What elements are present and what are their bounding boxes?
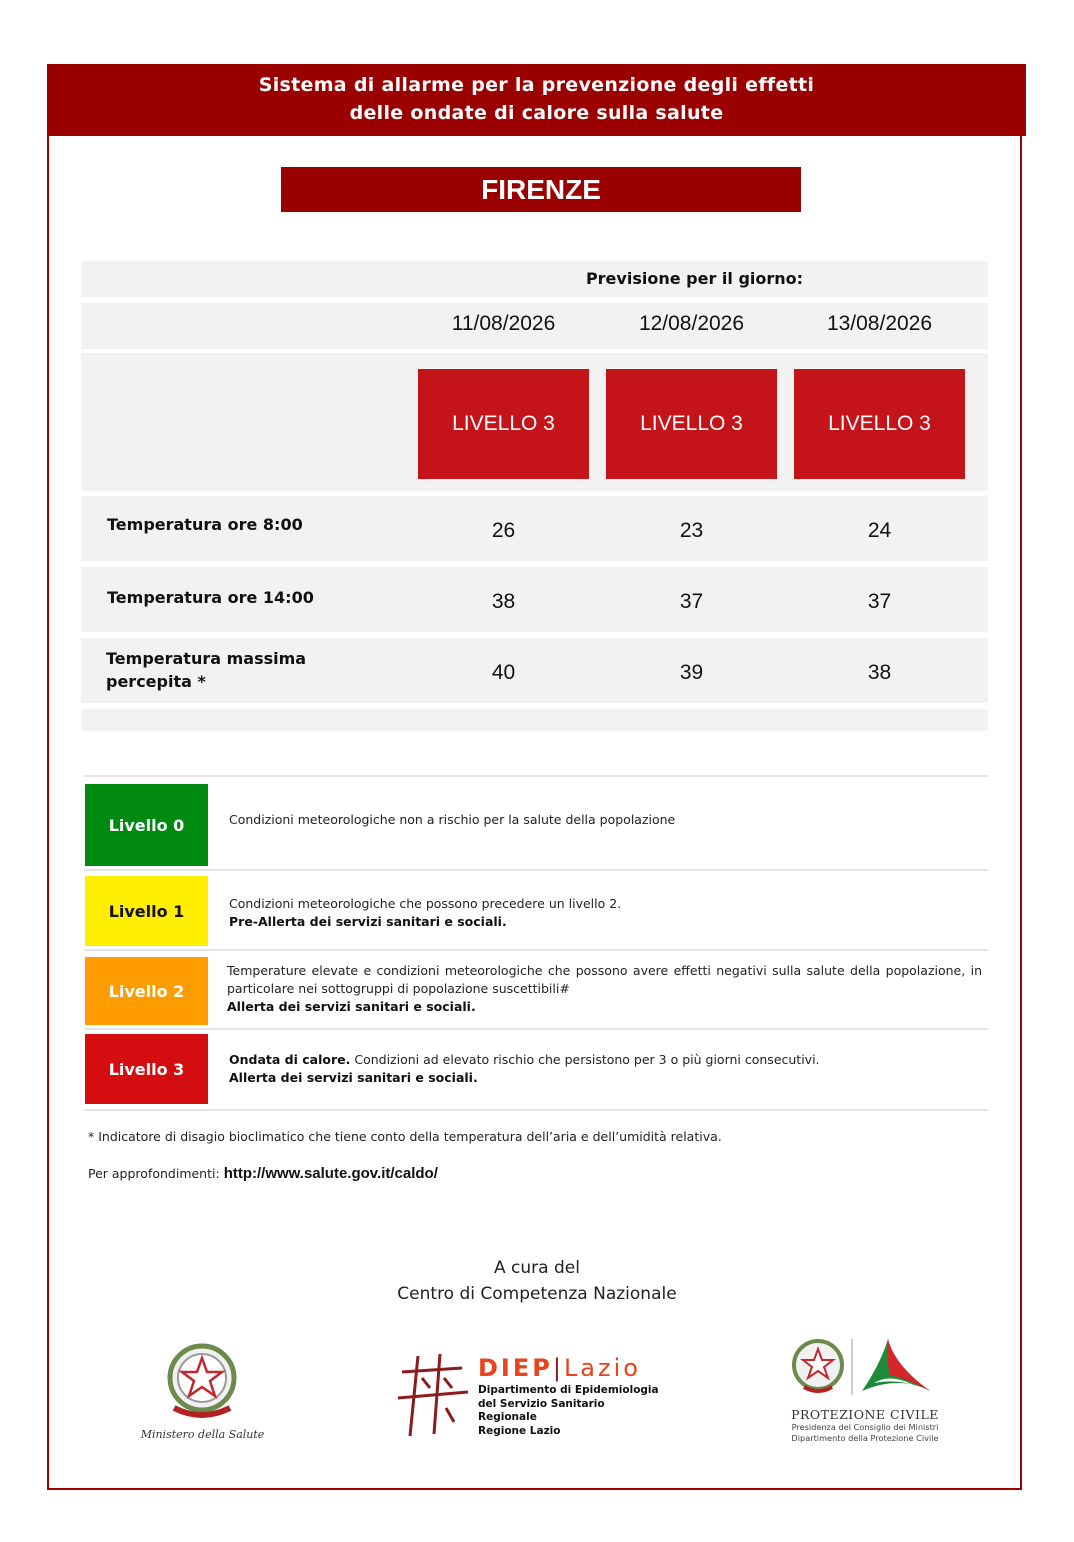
- more-info-link[interactable]: http://www.salute.gov.it/caldo/: [223, 1165, 438, 1182]
- protezione-title: PROTEZIONE CIVILE: [791, 1407, 939, 1422]
- diep-logo-icon: [392, 1352, 474, 1440]
- row-label-temp-max: [106, 647, 306, 693]
- diep-caption: [478, 1384, 662, 1438]
- credit-line2: Centro di Competenza Nazionale: [397, 1284, 677, 1304]
- legend-text-level-2-desc: Temperature elevate e condizioni meteorologiche che possono avere effetti negativi sulla salute della popolazione, in particolare nei sottogruppi di popolazione suscettibili#: [227, 963, 982, 996]
- header-title-line2: delle ondate di calore sulla salute: [349, 102, 724, 124]
- legend-text-level-3-action: Allerta dei servizi sanitari e sociali.: [229, 1070, 478, 1085]
- legend-swatch-level-0: Livello 0: [85, 784, 208, 866]
- italian-emblem-icon: [140, 1340, 265, 1420]
- row-label-temp-max-line1: Temperatura massima: [106, 649, 307, 668]
- temp-max-day-2: 39: [679, 661, 704, 684]
- temp-8-day-1: 26: [491, 519, 516, 542]
- forecast-date-1: 11/08/2026: [451, 312, 556, 335]
- forecast-title: Previsione per il giorno:: [585, 269, 804, 288]
- protezione-civile-logo-icon: [790, 1335, 940, 1399]
- diep-brand-name: DIEP: [478, 1354, 553, 1382]
- row-label-temp-8: Temperatura ore 8:00: [107, 515, 303, 534]
- header-title-line1: Sistema di allarme per la prevenzione degli effetti: [258, 74, 815, 96]
- legend-divider: [84, 1109, 988, 1111]
- legend-divider: [84, 1028, 988, 1030]
- legend-text-level-1-action: Pre-Allerta dei servizi sanitari e sociali.: [229, 914, 507, 929]
- more-info: [88, 1165, 438, 1182]
- legend-swatch-level-2: Livello 2: [85, 957, 208, 1025]
- more-info-label: Per approfondimenti:: [88, 1166, 220, 1181]
- legend-text-level-2: [227, 962, 982, 1016]
- legend-text-level-3: [229, 1051, 981, 1087]
- temp-14-day-3: 37: [867, 590, 892, 613]
- legend-swatch-level-1: Livello 1: [85, 876, 208, 946]
- legend-swatch-level-3: Livello 3: [85, 1034, 208, 1104]
- legend-divider: [84, 775, 988, 777]
- header-banner: [47, 64, 1026, 136]
- forecast-title-band: [81, 261, 988, 297]
- legend-text-level-2-action: Allerta dei servizi sanitari e sociali.: [227, 999, 476, 1014]
- diep-caption-line3: Regione Lazio: [478, 1424, 561, 1437]
- ministero-caption: Ministero della Salute: [140, 1428, 265, 1441]
- credit-line1: A cura del: [494, 1258, 580, 1278]
- logo-diep: [392, 1352, 662, 1440]
- temp-max-day-3: 38: [867, 661, 892, 684]
- city-title: FIRENZE: [281, 167, 801, 212]
- credit: [0, 1255, 1074, 1307]
- temp-14-day-1: 38: [491, 590, 516, 613]
- temp-max-day-1: 40: [491, 661, 516, 684]
- logo-protezione-civile: [790, 1335, 940, 1447]
- temp-14-day-2: 37: [679, 590, 704, 613]
- level-badge-day-1: LIVELLO 3: [418, 369, 589, 479]
- level-badge-day-2: LIVELLO 3: [606, 369, 777, 479]
- level-badge-day-3: LIVELLO 3: [794, 369, 965, 479]
- forecast-levels-row: [81, 353, 988, 491]
- table-row: [81, 567, 988, 632]
- diep-caption-line1: Dipartimento di Epidemiologia: [478, 1384, 659, 1396]
- legend-text-level-3-lead: Ondata di calore.: [229, 1052, 351, 1067]
- temp-8-day-3: 24: [867, 519, 892, 542]
- diep-brand: DIEP|Lazio: [478, 1354, 641, 1382]
- legend-text-level-3-desc: [229, 1051, 981, 1069]
- legend-text-level-0: Condizioni meteorologiche non a rischio per la salute della popolazione: [229, 812, 676, 827]
- legend-text-level-1-desc: Condizioni meteorologiche che possono precedere un livello 2.: [229, 896, 622, 911]
- footnote: * Indicatore di disagio bioclimatico che tiene conto della temperatura dell’aria e dell’umidità relativa.: [88, 1129, 722, 1144]
- logo-ministero: [140, 1340, 265, 1450]
- diep-caption-line2: del Servizio Sanitario Regionale: [478, 1397, 605, 1423]
- protezione-caption: [790, 1422, 940, 1444]
- legend-text-level-1: [229, 895, 981, 931]
- legend-divider: [84, 869, 988, 871]
- table-row: [81, 496, 988, 561]
- temp-8-day-2: 23: [679, 519, 704, 542]
- table-footer-band: [81, 709, 988, 731]
- row-label-temp-14: Temperatura ore 14:00: [107, 588, 314, 607]
- forecast-dates-row: [81, 303, 988, 349]
- diep-brand-region: Lazio: [563, 1354, 641, 1382]
- legend-divider: [84, 949, 988, 951]
- protezione-caption-line1: Presidenza del Consiglio dei Ministri: [791, 1422, 939, 1432]
- row-label-temp-max-line2: percepita *: [106, 672, 206, 691]
- table-row: [81, 638, 988, 703]
- forecast-date-2: 12/08/2026: [638, 312, 745, 335]
- protezione-caption-line2: Dipartimento della Protezione Civile: [791, 1433, 939, 1443]
- legend-text-level-3-rest: Condizioni ad elevato rischio che persistono per 3 o più giorni consecutivi.: [350, 1052, 820, 1067]
- forecast-date-3: 13/08/2026: [826, 312, 933, 335]
